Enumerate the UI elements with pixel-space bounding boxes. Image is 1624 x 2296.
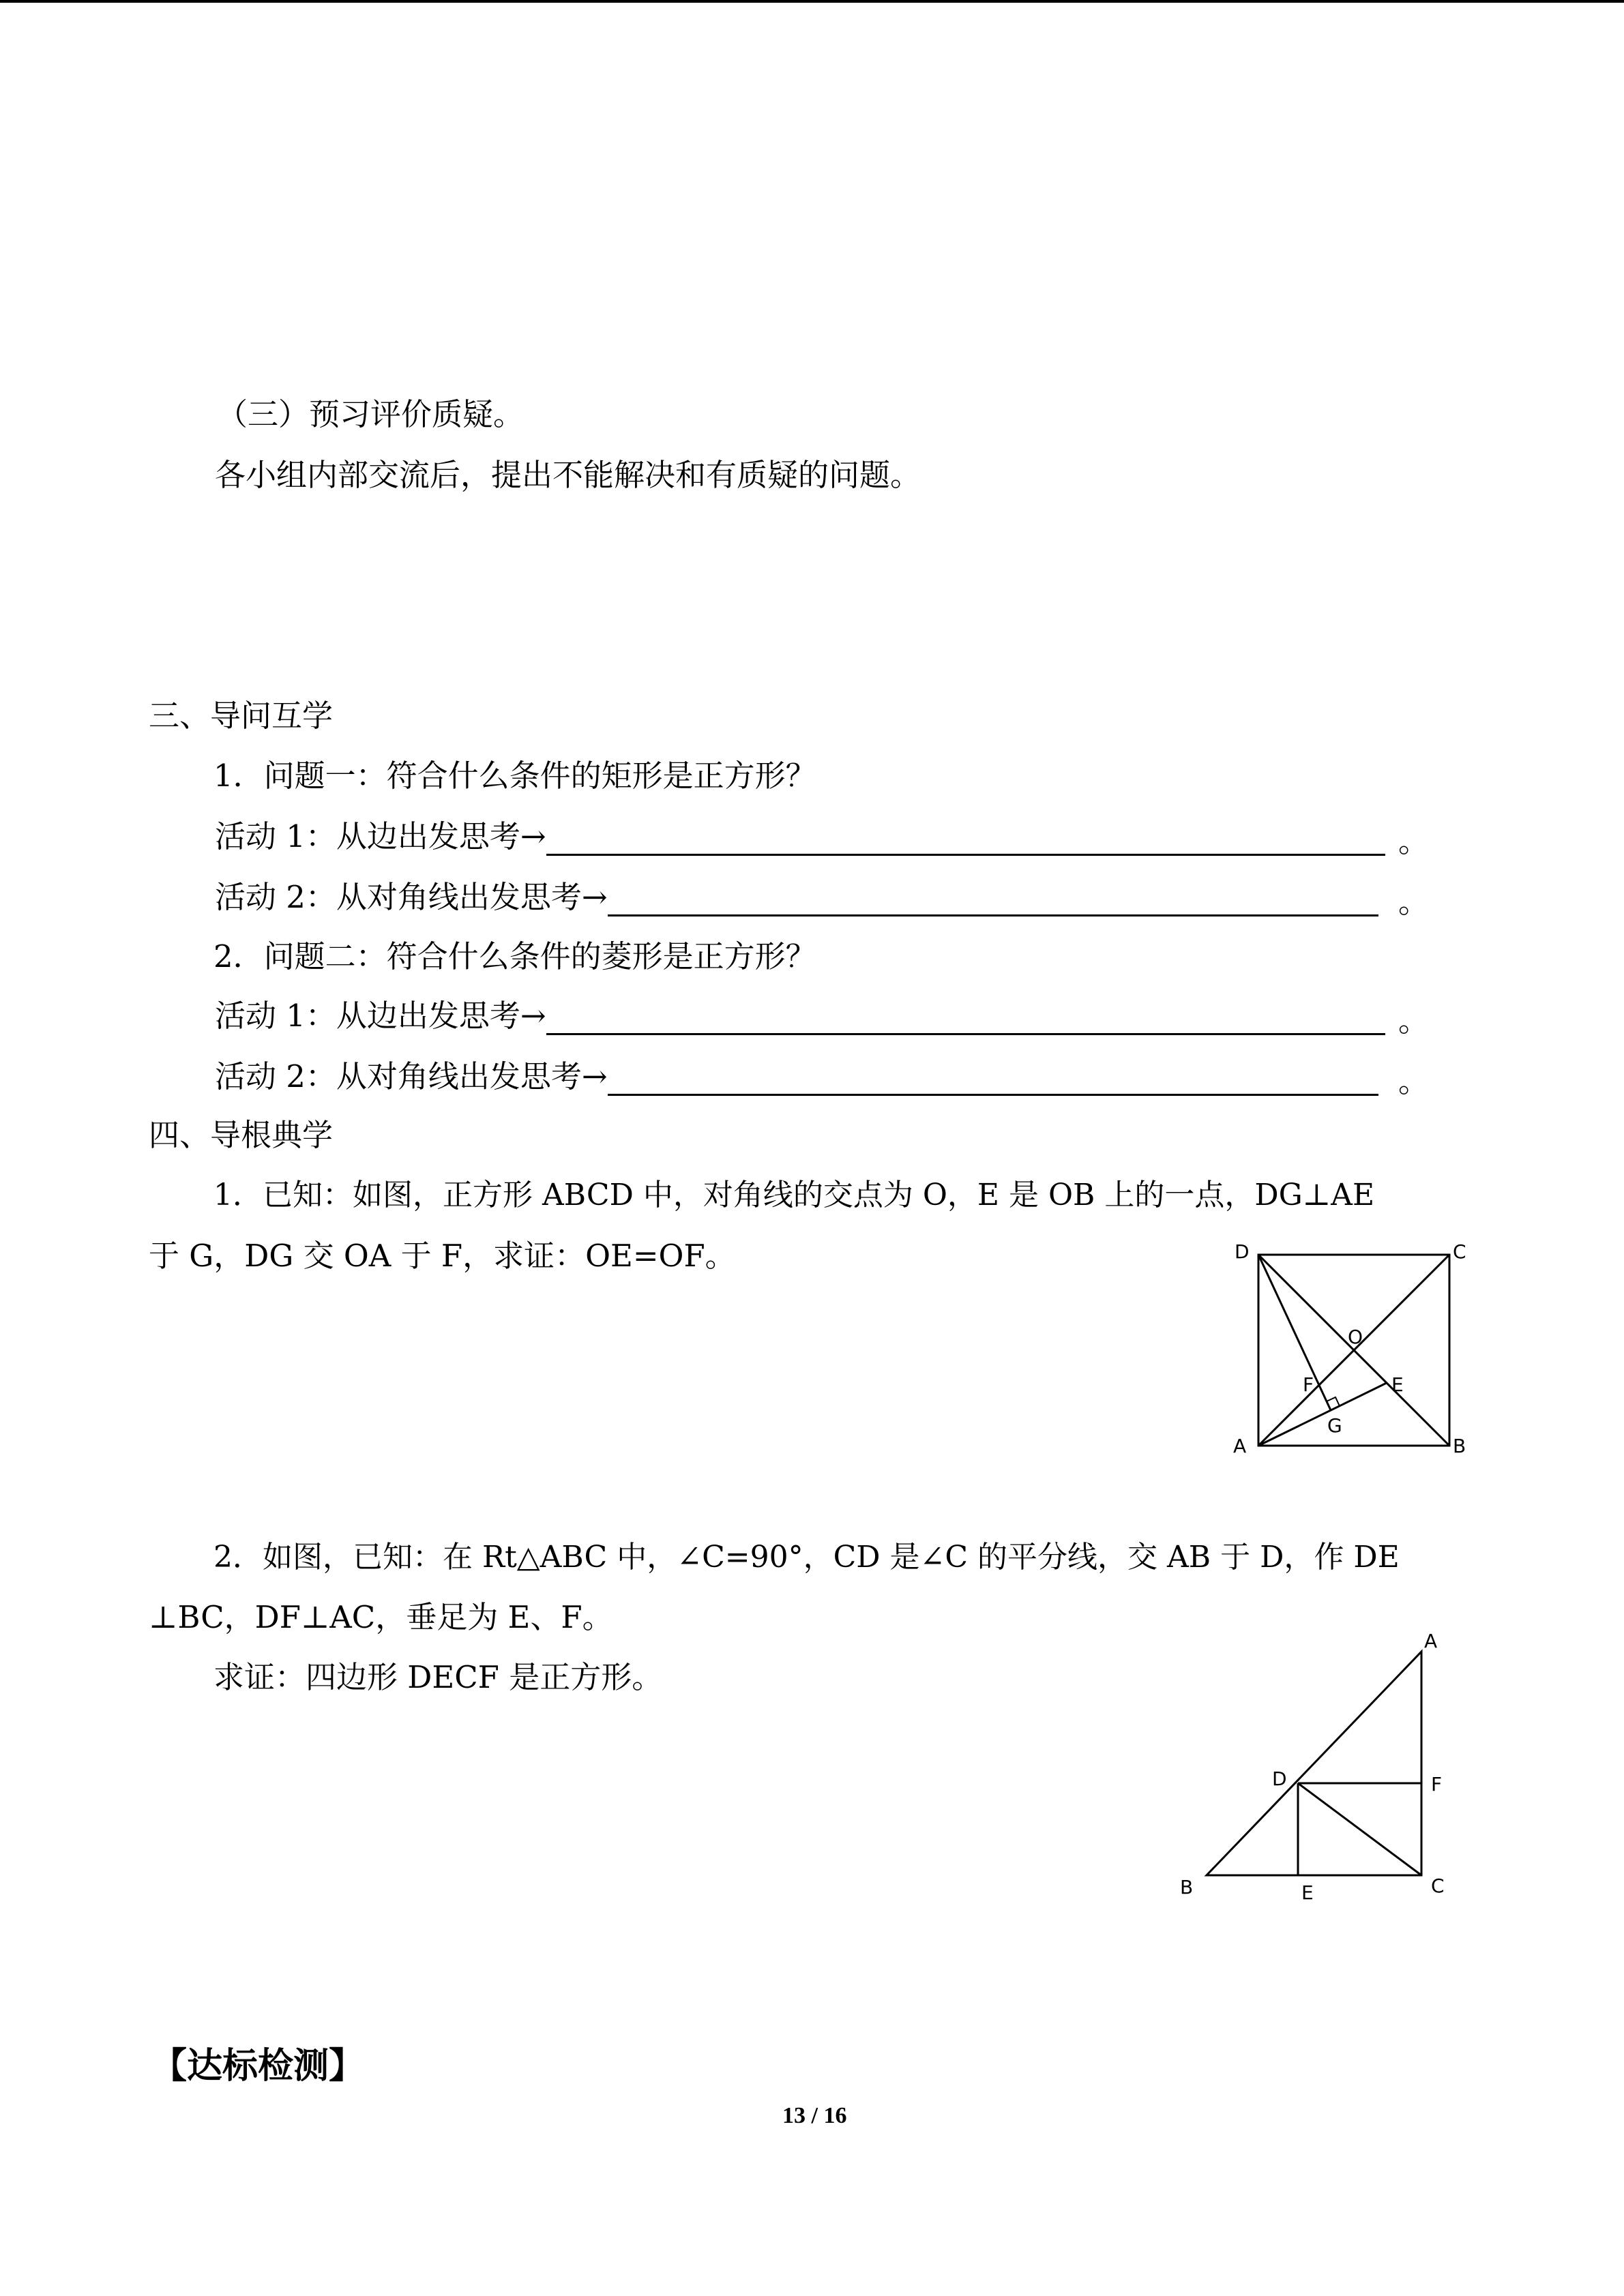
q2-activity-2: [215, 1058, 1378, 1096]
label-f: F: [1431, 1773, 1443, 1795]
preview-eval-heading: （三）预习评价质疑。: [217, 396, 525, 432]
q1-activity-2-label: 活动 2：从对角线出发思考→: [215, 879, 608, 915]
label-e: E: [1391, 1373, 1404, 1396]
q1-activity-2-answer-blank[interactable]: [608, 883, 1378, 916]
label-b: B: [1453, 1435, 1466, 1457]
q2-activity-1: [215, 997, 1385, 1035]
q2-activity-2-label: 活动 2：从对角线出发思考→: [215, 1058, 608, 1094]
q1-activity-1-period: 。: [1398, 823, 1430, 859]
label-b: B: [1180, 1876, 1194, 1898]
label-d: D: [1272, 1768, 1287, 1790]
q1-activity-1-label: 活动 1：从边出发思考→: [215, 818, 546, 854]
segment-dg: [1258, 1255, 1331, 1410]
q1-activity-1-answer-blank[interactable]: [546, 822, 1385, 856]
figure-right-triangle-abc: [1173, 1630, 1460, 1916]
question-2: 2．问题二：符合什么条件的菱形是正方形？: [213, 938, 816, 974]
section4-heading: 四、导根典学: [149, 1117, 334, 1153]
segment-dc: [1298, 1783, 1421, 1875]
q2-activity-2-period: 。: [1398, 1063, 1430, 1099]
label-f: F: [1303, 1373, 1314, 1396]
preview-eval-instruction: 各小组内部交流后，提出不能解决和有质疑的问题。: [215, 457, 921, 493]
label-g: G: [1327, 1414, 1342, 1437]
figure-square-abcd: [1228, 1238, 1473, 1463]
q2-activity-1-period: 。: [1398, 1002, 1430, 1039]
label-c: C: [1453, 1240, 1466, 1263]
page-number: 13 / 16: [782, 2103, 847, 2128]
triangle-outline: [1207, 1652, 1421, 1875]
q2-activity-2-answer-blank[interactable]: [608, 1062, 1378, 1096]
q2-activity-1-label: 活动 1：从边出发思考→: [215, 998, 546, 1034]
label-o: O: [1348, 1326, 1363, 1348]
q2-activity-1-answer-blank[interactable]: [546, 1002, 1385, 1035]
q1-activity-1: [215, 818, 1385, 856]
problem-1-line-2: 于 G，DG 交 OA 于 F，求证：OE=OF。: [149, 1238, 736, 1274]
assessment-heading: 【达标检测】: [151, 2045, 365, 2087]
problem-1-line-1: 1．已知：如图，正方形 ABCD 中，对角线的交点为 O，E 是 OB 上的一点，DG⊥AE: [213, 1178, 1375, 1212]
question-1: 1．问题一：符合什么条件的矩形是正方形？: [213, 758, 816, 794]
problem-2-line-1: 2．如图，已知：在 Rt△ABC 中，∠C=90°，CD 是∠C 的平分线，交 AB 于 D，作 DE: [213, 1540, 1400, 1575]
q1-activity-2: [215, 878, 1378, 916]
label-e: E: [1301, 1881, 1314, 1904]
label-d: D: [1235, 1240, 1250, 1263]
q1-activity-2-period: 。: [1398, 884, 1430, 920]
top-border: [0, 0, 1624, 3]
label-a: A: [1233, 1435, 1247, 1457]
label-a: A: [1424, 1630, 1438, 1652]
problem-2-line-2: ⊥BC，DF⊥AC，垂足为 E、F。: [149, 1599, 613, 1635]
problem-2-line-3: 求证：四边形 DECF 是正方形。: [213, 1659, 663, 1695]
label-c: C: [1431, 1875, 1445, 1897]
section3-heading: 三、导问互学: [149, 698, 334, 734]
